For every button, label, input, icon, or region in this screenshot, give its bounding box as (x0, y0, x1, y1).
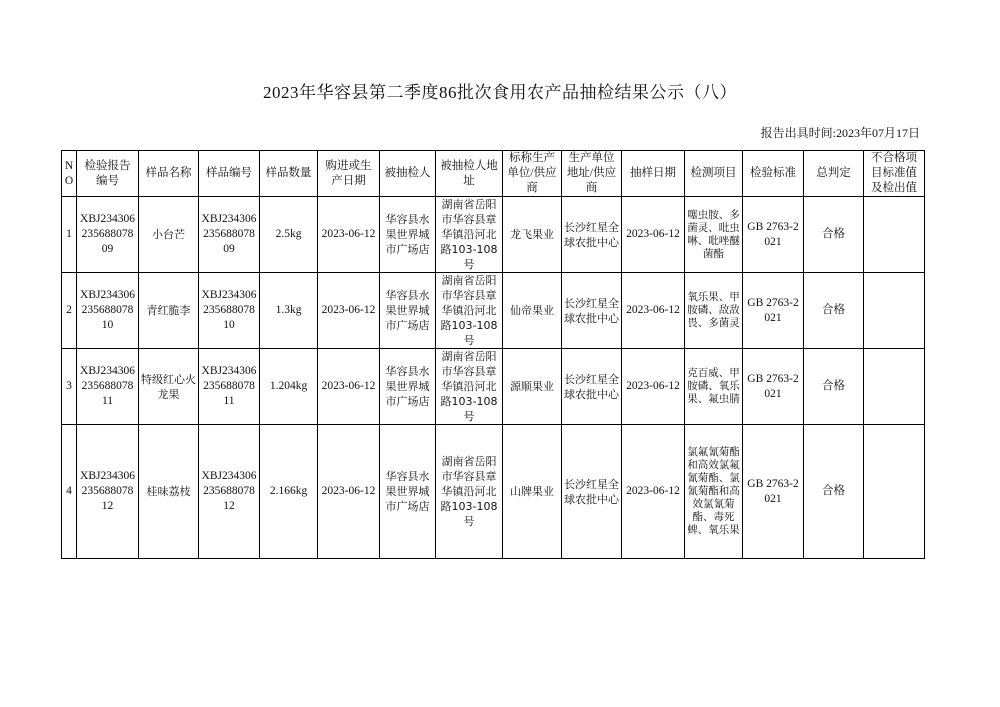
col-header-verdict: 总判定 (804, 151, 864, 197)
cell-items: 噻虫胺、多菌灵、吡虫啉、吡唑醚菌酯 (685, 197, 743, 273)
cell-unqualified (864, 273, 925, 349)
col-header-sampling-date: 抽样日期 (622, 151, 685, 197)
table-row (62, 273, 925, 349)
cell-sample-no: XBJ23430623568807812 (199, 425, 260, 559)
cell-verdict: 合格 (804, 197, 864, 273)
cell-address: 湖南省岳阳市华容县章华镇沿河北路103-108号 (436, 197, 503, 273)
cell-inspected: 华容县水果世界城市广场店 (380, 425, 436, 559)
col-header-producer-addr: 生产单位地址/供应商 (562, 151, 622, 197)
col-header-standard: 检验标准 (743, 151, 804, 197)
cell-sample-name: 小台芒 (139, 197, 199, 273)
cell-sampling-date: 2023-06-12 (622, 425, 685, 559)
cell-prod-date: 2023-06-12 (318, 197, 380, 273)
table-row (62, 425, 925, 559)
col-header-quantity: 样品数量 (260, 151, 318, 197)
cell-quantity: 2.5kg (260, 197, 318, 273)
cell-quantity: 2.166kg (260, 425, 318, 559)
cell-sample-no: XBJ23430623568807810 (199, 273, 260, 349)
cell-inspected: 华容县水果世界城市广场店 (380, 273, 436, 349)
cell-quantity: 1.3kg (260, 273, 318, 349)
cell-no: 1 (62, 197, 77, 273)
cell-address: 湖南省岳阳市华容县章华镇沿河北路103-108号 (436, 425, 503, 559)
col-header-no: NO (62, 151, 77, 197)
cell-items: 氧乐果、甲胺磷、敌敌畏、多菌灵 (685, 273, 743, 349)
cell-prod-date: 2023-06-12 (318, 273, 380, 349)
cell-sample-no: XBJ23430623568807809 (199, 197, 260, 273)
cell-sample-name: 桂味荔枝 (139, 425, 199, 559)
col-header-inspected: 被抽检人 (380, 151, 436, 197)
cell-sampling-date: 2023-06-12 (622, 273, 685, 349)
cell-producer: 龙飞果业 (503, 197, 562, 273)
cell-inspected: 华容县水果世界城市广场店 (380, 197, 436, 273)
cell-producer: 源顺果业 (503, 349, 562, 425)
cell-inspected: 华容县水果世界城市广场店 (380, 349, 436, 425)
cell-verdict: 合格 (804, 349, 864, 425)
cell-no: 4 (62, 425, 77, 559)
cell-producer-addr: 长沙红星全球农批中心 (562, 349, 622, 425)
cell-standard: GB 2763-2021 (743, 349, 804, 425)
cell-standard: GB 2763-2021 (743, 425, 804, 559)
cell-producer: 仙帝果业 (503, 273, 562, 349)
cell-unqualified (864, 425, 925, 559)
cell-standard: GB 2763-2021 (743, 197, 804, 273)
cell-items: 氯氟氰菊酯和高效氯氟氰菊酯、氯氰菊酯和高效氯氰菊酯、毒死蜱、氧乐果 (685, 425, 743, 559)
table-header-row (62, 151, 925, 197)
cell-sample-name: 青红脆李 (139, 273, 199, 349)
cell-sampling-date: 2023-06-12 (622, 349, 685, 425)
cell-items: 克百威、甲胺磷、氧乐果、氟虫腈 (685, 349, 743, 425)
col-header-unqualified: 不合格项目标准值及检出值 (864, 151, 925, 197)
cell-prod-date: 2023-06-12 (318, 349, 380, 425)
col-header-prod-date: 购进或生产日期 (318, 151, 380, 197)
cell-unqualified (864, 349, 925, 425)
cell-sample-no: XBJ23430623568807811 (199, 349, 260, 425)
cell-prod-date: 2023-06-12 (318, 425, 380, 559)
cell-address: 湖南省岳阳市华容县章华镇沿河北路103-108号 (436, 349, 503, 425)
col-header-report-no: 检验报告编号 (77, 151, 139, 197)
cell-sample-name: 特级红心火龙果 (139, 349, 199, 425)
cell-producer-addr: 长沙红星全球农批中心 (562, 273, 622, 349)
cell-unqualified (864, 197, 925, 273)
cell-no: 3 (62, 349, 77, 425)
cell-address: 湖南省岳阳市华容县章华镇沿河北路103-108号 (436, 273, 503, 349)
cell-report-no: XBJ23430623568807812 (77, 425, 139, 559)
col-header-producer: 标称生产单位/供应商 (503, 151, 562, 197)
cell-standard: GB 2763-2021 (743, 273, 804, 349)
cell-report-no: XBJ23430623568807811 (77, 349, 139, 425)
cell-verdict: 合格 (804, 425, 864, 559)
col-header-sample-no: 样品编号 (199, 151, 260, 197)
cell-no: 2 (62, 273, 77, 349)
report-date: 报告出具时间:2023年07月17日 (760, 126, 920, 140)
col-header-address: 被抽检人地址 (436, 151, 503, 197)
col-header-items: 检测项目 (685, 151, 743, 197)
table-row (62, 349, 925, 425)
col-header-sample-name: 样品名称 (139, 151, 199, 197)
cell-producer-addr: 长沙红星全球农批中心 (562, 425, 622, 559)
cell-report-no: XBJ23430623568807809 (77, 197, 139, 273)
cell-sampling-date: 2023-06-12 (622, 197, 685, 273)
results-table (61, 150, 925, 559)
table-row (62, 197, 925, 273)
cell-quantity: 1.204kg (260, 349, 318, 425)
cell-verdict: 合格 (804, 273, 864, 349)
cell-producer-addr: 长沙红星全球农批中心 (562, 197, 622, 273)
cell-report-no: XBJ23430623568807810 (77, 273, 139, 349)
cell-producer: 山牌果业 (503, 425, 562, 559)
document-title: 2023年华容县第二季度86批次食用农产品抽检结果公示（八） (263, 83, 737, 102)
